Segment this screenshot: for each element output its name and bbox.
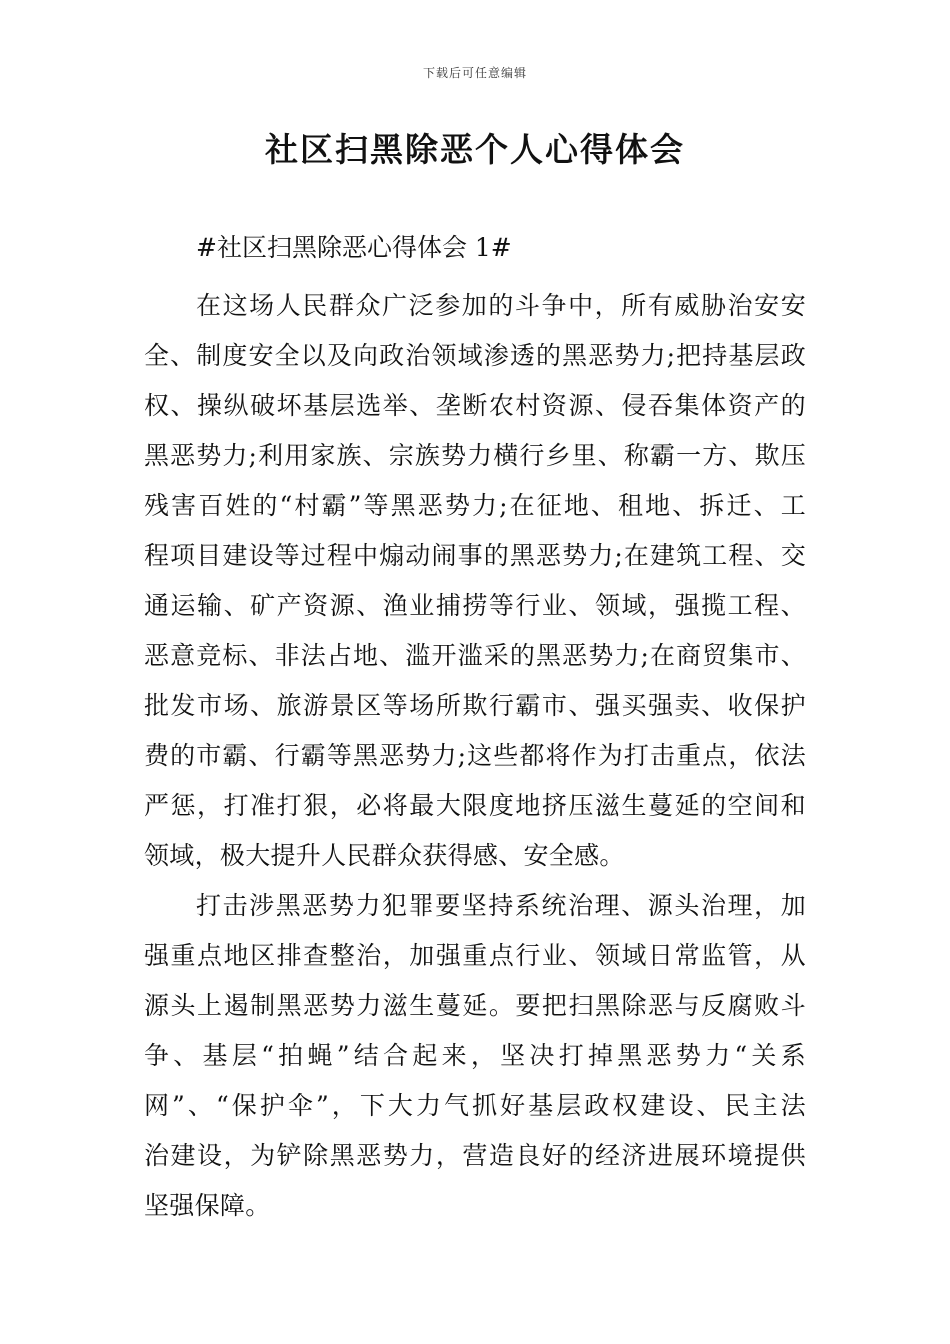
paragraph-line: 恶意竞标、非法占地、滥开滥采的黑恶势力;在商贸集市、	[144, 641, 806, 670]
paragraph-line: 源头上遏制黑恶势力滋生蔓延。要把扫黑除恶与反腐败斗	[144, 991, 806, 1020]
paragraph-line: 程项目建设等过程中煽动闹事的黑恶势力;在建筑工程、交	[144, 541, 806, 570]
paragraph-line: 强重点地区排查整治，加强重点行业、领域日常监管，从	[144, 941, 806, 970]
header-note: 下载后可任意编辑	[422, 66, 527, 80]
paragraph-line: 残害百姓的“村霸”等黑恶势力;在征地、租地、拆迁、工	[144, 491, 806, 520]
paragraph-line: 打击涉黑恶势力犯罪要坚持系统治理、源头治理，加	[196, 891, 806, 920]
paragraph-1	[144, 281, 806, 881]
section-subheading: #社区扫黑除恶心得体会 1#	[196, 233, 512, 262]
paragraph-line: 争、基层“拍蝇”结合起来，坚决打掉黑恶势力“关系	[144, 1041, 806, 1070]
paragraph-line: 权、操纵破坏基层选举、垄断农村资源、侵吞集体资产的	[144, 391, 806, 420]
document-title: 社区扫黑除恶个人心得体会	[265, 130, 685, 169]
paragraph-line: 费的市霸、行霸等黑恶势力;这些都将作为打击重点，依法	[144, 741, 806, 770]
paragraph-line: 严惩，打准打狠，必将最大限度地挤压滋生蔓延的空间和	[144, 791, 806, 820]
paragraph-line: 治建设，为铲除黑恶势力，营造良好的经济进展环境提供	[144, 1141, 806, 1170]
paragraph-line: 通运输、矿产资源、渔业捕捞等行业、领域，强揽工程、	[144, 591, 806, 620]
document-body	[144, 230, 806, 1231]
paragraph-line: 领域，极大提升人民群众获得感、安全感。	[144, 841, 625, 870]
paragraph-line: 批发市场、旅游景区等场所欺行霸市、强买强卖、收保护	[144, 691, 806, 720]
paragraph-line: 坚强保障。	[144, 1191, 271, 1220]
paragraph-line: 黑恶势力;利用家族、宗族势力横行乡里、称霸一方、欺压	[144, 441, 806, 470]
paragraph-2	[144, 881, 806, 1231]
paragraph-line: 全、制度安全以及向政治领域渗透的黑恶势力;把持基层政	[144, 341, 806, 370]
paragraph-line: 网”、“保护伞”，下大力气抓好基层政权建设、民主法	[144, 1091, 806, 1120]
paragraph-line: 在这场人民群众广泛参加的斗争中，所有威胁治安安	[196, 291, 806, 320]
